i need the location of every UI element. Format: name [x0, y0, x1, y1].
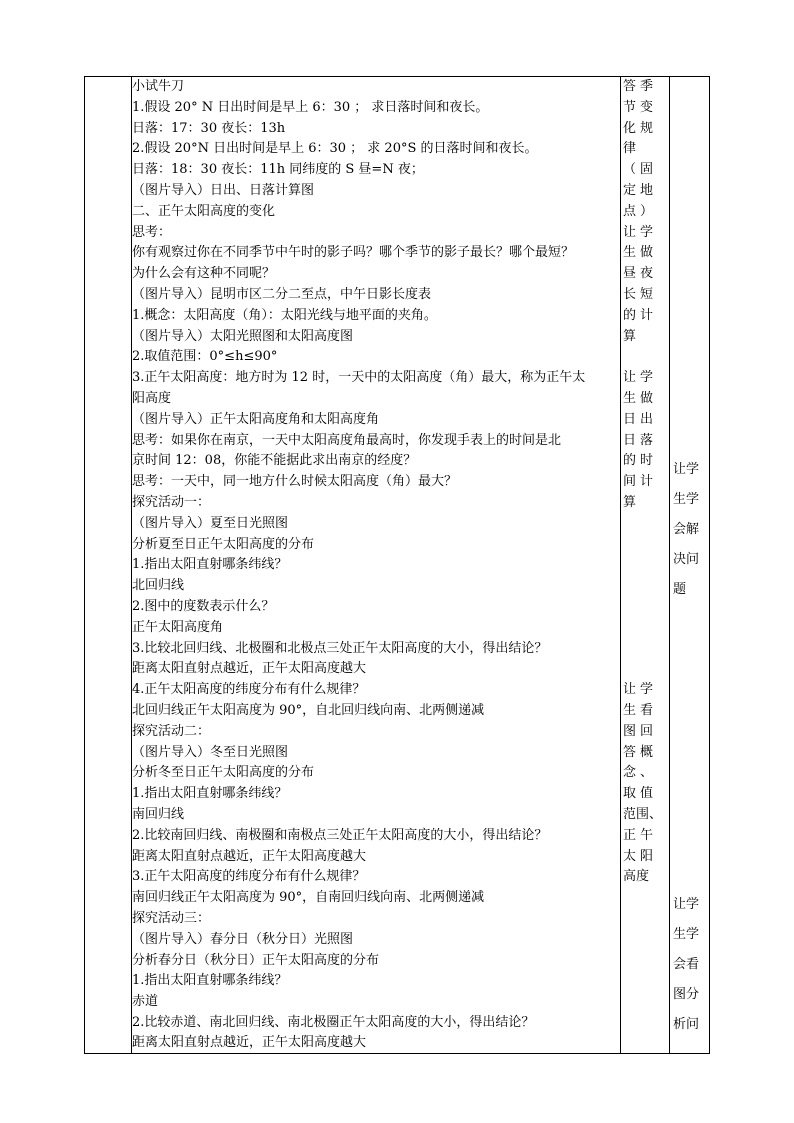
note-line: 定地: [623, 183, 658, 198]
note-line: 生看: [623, 703, 658, 718]
content-line: 小试牛刀: [132, 79, 185, 94]
content-line: 3.比较北回归线、北极圈和北极点三处正午太阳高度的大小，得出结论？: [132, 641, 548, 656]
note-line: 化规: [623, 121, 658, 136]
content-line: 距离太阳直射点越近，正午太阳高度越大: [132, 661, 367, 676]
content-line: 阳高度: [132, 391, 172, 406]
content-line: 南回归线正午太阳高度为 90°，自南回归线向南、北两侧递减: [132, 890, 485, 905]
content-line: 思考：: [132, 225, 172, 240]
content-line: 4.正午太阳高度的纬度分布有什么规律？: [132, 682, 366, 697]
content-line: （图片导入）正午太阳高度角和太阳高度角: [132, 412, 380, 427]
content-line: 赤道: [132, 994, 159, 1009]
note-line: 节变: [623, 100, 658, 115]
content-line: 思考：一天中，同一地方什么时候太阳高度（角）最大？: [132, 474, 458, 489]
content-line: 探究活动一：: [132, 495, 211, 510]
content-line: 南回归线: [132, 807, 185, 822]
note-line: 图回: [623, 724, 658, 739]
content-line: 1.指出太阳直射哪条纬线？: [132, 557, 288, 572]
goal-line: 图分: [673, 987, 700, 1002]
content-line: 北回归线正午太阳高度为 90°，自北回归线向南、北两侧递减: [132, 703, 485, 718]
content-line: 2.图中的度数表示什么？: [132, 599, 275, 614]
content-line: 探究活动二：: [132, 724, 211, 739]
content-line: 正午太阳高度角: [132, 620, 224, 635]
note-line: 生做: [623, 391, 658, 406]
note-line: 生做: [623, 245, 658, 260]
goal-line: 会看: [673, 957, 700, 972]
content-line: 1.指出太阳直射哪条纬线？: [132, 786, 288, 801]
content-line: （图片导入）冬至日光照图: [132, 745, 289, 760]
content-line: （图片导入）夏至日光照图: [132, 516, 289, 531]
content-line: 3.正午太阳高度的纬度分布有什么规律？: [132, 869, 366, 884]
note-line: 日落: [623, 433, 658, 448]
content-line: 1.假设 20° N 日出时间是早上 6：30 ； 求日落时间和夜长。: [132, 100, 489, 115]
content-line: 京时间 12：08，你能不能据此求出南京的经度？: [132, 453, 417, 468]
lesson-table: [84, 76, 710, 1054]
content-line: 分析春分日（秋分日）正午太阳高度的分布: [132, 953, 380, 968]
goal-line: 析问: [673, 1017, 700, 1032]
content-line: 距离太阳直射点越近，正午太阳高度越大: [132, 849, 367, 864]
content-line: 1.指出太阳直射哪条纬线？: [132, 973, 288, 988]
note-line: 点）: [623, 204, 658, 219]
content-line: 你有观察过你在不同季节中午时的影子吗？哪个季节的影子最长？哪个最短？: [132, 245, 575, 260]
content-line: 日落：17：30 夜长：13h: [132, 121, 286, 136]
note-line: 让学: [623, 225, 658, 240]
note-line: 太阳: [623, 849, 658, 864]
note-line: 律: [623, 141, 641, 156]
note-line: 高度: [623, 869, 650, 884]
note-line: 日出: [623, 412, 658, 427]
note-line: 的计: [623, 308, 658, 323]
goal-line: 会解: [673, 522, 700, 537]
content-line: 距离太阳直射点越近，正午太阳高度越大: [132, 1035, 367, 1050]
goal-line: 生学: [673, 492, 700, 507]
note-line: 算: [623, 495, 641, 510]
content-line: （图片导入）日出、日落计算图: [132, 183, 315, 198]
note-line: 答概: [623, 745, 658, 760]
note-line: 范围、: [623, 807, 663, 822]
content-line: （图片导入）太阳光照图和太阳高度图: [132, 329, 354, 344]
content-line: 2.假设 20°N 日出时间是早上 6：30 ； 求 20°S 的日落时间和夜长。: [132, 141, 538, 156]
note-line: 取值: [623, 786, 658, 801]
content-line: 为什么会有这种不同呢？: [132, 266, 276, 281]
note-line: 的时: [623, 453, 658, 468]
note-line: 答季: [623, 79, 658, 94]
note-line: 让学: [623, 370, 658, 385]
note-line: 算: [623, 329, 641, 344]
note-line: 长短: [623, 287, 658, 302]
content-line: 2.取值范围：0°≤h≤90°: [132, 349, 278, 364]
content-line: 北回归线: [132, 578, 185, 593]
content-line: 分析夏至日正午太阳高度的分布: [132, 537, 315, 552]
note-line: （固: [623, 162, 658, 177]
column-divider: [669, 77, 670, 1053]
content-line: 思考：如果你在南京，一天中太阳高度角最高时，你发现手表上的时间是北: [132, 433, 562, 448]
note-line: 让学: [623, 682, 658, 697]
goal-line: 让学: [673, 462, 700, 477]
goal-line: 生学: [673, 927, 700, 942]
content-line: 日落：18：30 夜长：11h 同纬度的 S 昼=N 夜；: [132, 162, 424, 177]
goal-line: 让学: [673, 897, 700, 912]
content-line: 分析冬至日正午太阳高度的分布: [132, 765, 315, 780]
goal-line: 决问: [673, 552, 700, 567]
note-line: 正午: [623, 828, 658, 843]
content-line: 1.概念：太阳高度（角）：太阳光线与地平面的夹角。: [132, 308, 437, 323]
content-line: 探究活动三：: [132, 911, 211, 926]
column-divider: [620, 77, 621, 1053]
note-line: 昼夜: [623, 266, 658, 281]
content-line: 3.正午太阳高度：地方时为 12 时，一天中的太阳高度（角）最大，称为正午太: [132, 370, 586, 385]
note-line: 念、: [623, 765, 658, 780]
content-line: （图片导入）昆明市区二分二至点，中午日影长度表: [132, 287, 432, 302]
section-heading: 二、正午太阳高度的变化: [132, 204, 276, 219]
note-line: 间计: [623, 474, 658, 489]
content-line: （图片导入）春分日（秋分日）光照图: [132, 932, 354, 947]
content-line: 2.比较南回归线、南极圈和南极点三处正午太阳高度的大小，得出结论？: [132, 828, 548, 843]
content-line: 2.比较赤道、南北回归线、南北极圈正午太阳高度的大小，得出结论？: [132, 1015, 535, 1030]
goal-line: 题: [673, 582, 687, 597]
